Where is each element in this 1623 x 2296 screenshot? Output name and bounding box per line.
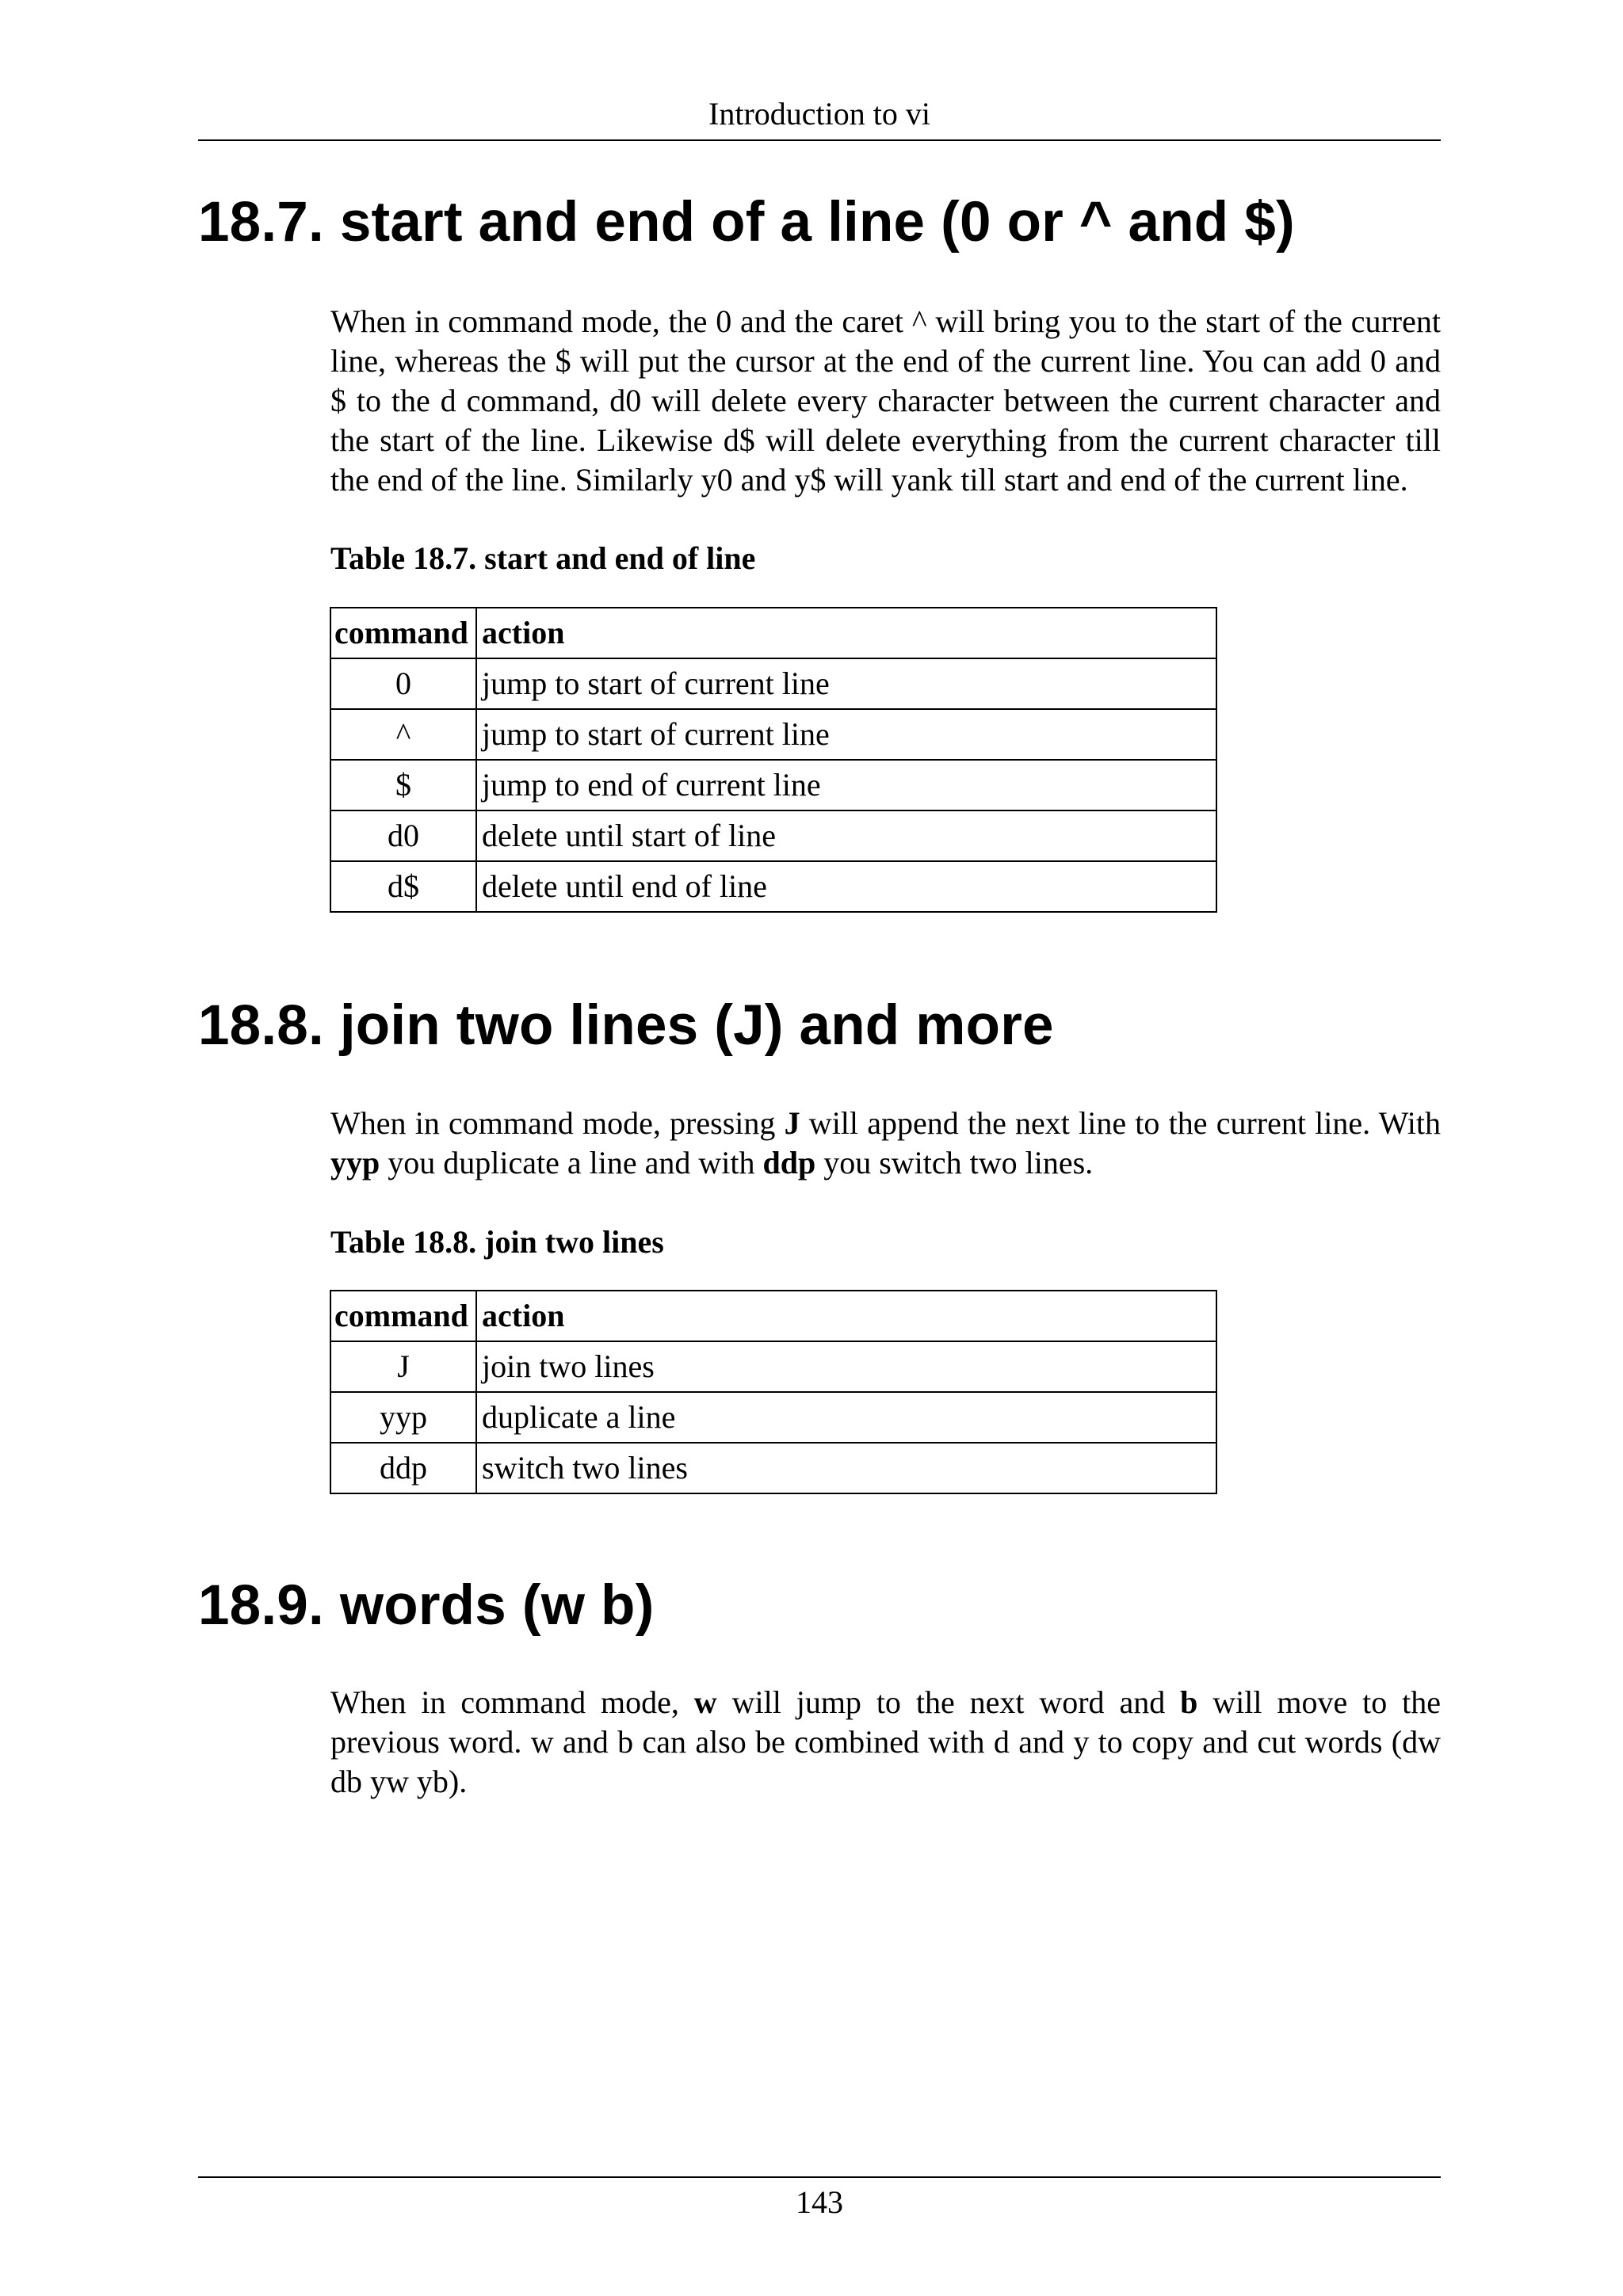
command-cell: yyp (330, 1392, 476, 1443)
running-header: Introduction to vi (708, 96, 930, 132)
column-header-command: command (330, 1291, 476, 1341)
paragraph-text: will append the next line to the current line. With (800, 1105, 1442, 1141)
header-rule (198, 139, 1441, 141)
paragraph-text: When in command mode, pressing (330, 1105, 785, 1141)
section-title-18-9: 18.9. words (w b) (198, 1574, 655, 1637)
table-18-7-caption: Table 18.7. start and end of line (330, 540, 756, 576)
action-cell: switch two lines (476, 1443, 1216, 1493)
paragraph-text: will jump to the next word and (716, 1684, 1181, 1720)
action-cell: jump to start of current line (476, 658, 1216, 709)
action-cell: jump to end of current line (476, 760, 1216, 810)
command-cell: $ (330, 760, 476, 810)
command-cell: d$ (330, 861, 476, 912)
key-b: b (1180, 1684, 1198, 1720)
table-row (330, 1341, 1216, 1392)
table-18-8-caption: Table 18.8. join two lines (330, 1224, 664, 1260)
table-row (330, 1443, 1216, 1493)
table-18-7 (330, 607, 1217, 913)
command-cell: ddp (330, 1443, 476, 1493)
table-row (330, 861, 1216, 912)
table-18-8 (330, 1290, 1217, 1494)
table-row (330, 1392, 1216, 1443)
paragraph-text: will move to the previous word. w and b can also be combined with d and y to copy and cut words (dw db yw yb). (330, 1684, 1441, 1799)
table-row (330, 810, 1216, 861)
column-header-action: action (476, 1291, 1216, 1341)
action-cell: duplicate a line (476, 1392, 1216, 1443)
key-j: J (784, 1105, 800, 1141)
paragraph-text: When in command mode, (330, 1684, 694, 1720)
section-18-7-paragraph: When in command mode, the 0 and the caret ^ will bring you to the start of the current line, whereas the $ will put the cursor at the end of the current line. You can add 0 and $ to the d command, d0 will delete every character between the current character and the start of the line. Likewise d$ will delete everything from the current character till the end of the line. Similarly y0 and y$ will yank till start and end of the current line. (330, 303, 1441, 498)
key-yyp: yyp (330, 1145, 380, 1180)
command-cell: d0 (330, 810, 476, 861)
column-header-command: command (330, 608, 476, 658)
column-header-action: action (476, 608, 1216, 658)
section-title-18-8: 18.8. join two lines (J) and more (198, 994, 1054, 1057)
section-18-9-paragraph (330, 1683, 1441, 1802)
action-cell: delete until start of line (476, 810, 1216, 861)
section-title-18-7: 18.7. start and end of a line (0 or ^ and $) (198, 191, 1295, 254)
command-cell: 0 (330, 658, 476, 709)
action-cell: join two lines (476, 1341, 1216, 1392)
footer-rule (198, 2176, 1441, 2178)
key-ddp: ddp (762, 1145, 816, 1180)
command-cell: J (330, 1341, 476, 1392)
table-header-row (330, 608, 1216, 658)
command-cell: ^ (330, 709, 476, 760)
action-cell: delete until end of line (476, 861, 1216, 912)
action-cell: jump to start of current line (476, 709, 1216, 760)
table-header-row (330, 1291, 1216, 1341)
table-row (330, 709, 1216, 760)
key-w: w (693, 1684, 717, 1720)
section-18-8-paragraph (330, 1104, 1441, 1183)
paragraph-text: you duplicate a line and with (380, 1145, 763, 1180)
table-row (330, 760, 1216, 810)
page-number: 143 (796, 2184, 843, 2220)
table-row (330, 658, 1216, 709)
paragraph-text: you switch two lines. (815, 1145, 1094, 1180)
